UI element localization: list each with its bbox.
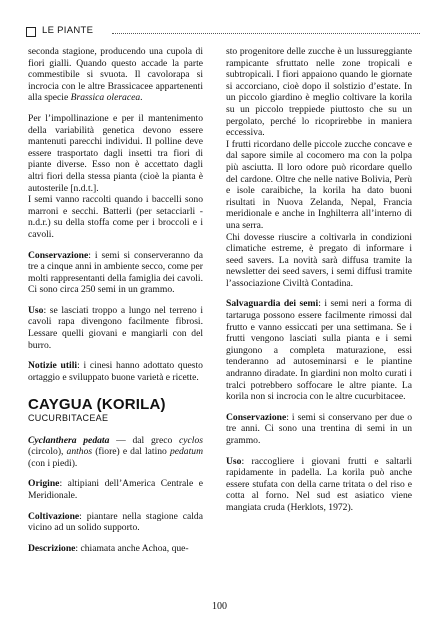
descrizione-paragraph: Descrizione: chiamata anche Achoa, que- [28, 542, 189, 554]
paragraph: Per l’impollinazione e per il mantenimento della variabilità genetica devono essere mantenuti parecchi individui. Il polline deve essere trasportato dagli insetti tra fiori di piante diverse. Esso non è accettato dagli altri fiori della stessa pianta (cioè la pianta è autosterile [n.d.t.]. [28, 112, 203, 194]
family-name: CUCURBITACEAE [28, 413, 109, 424]
notizie-paragraph: Notizie utili: i cinesi hanno adottato questo ortaggio e sviluppato buone varietà e ricette. [28, 360, 203, 383]
coltivazione-paragraph: Coltivazione: piantare nella stagione calda vicino ad un solido supporto. [28, 510, 203, 534]
left-column [28, 46, 203, 563]
paragraph: I semi vanno raccolti quando i baccelli sono marroni e secchi. Batterli (per setacciarli - n.d.r.) su della stoffa come per i broccoli e i cavoli. [28, 194, 203, 240]
paragraph: I frutti ricordano delle piccole zucche concave e dal sapore simile al cocomero ma con la polpa più asciutta. Il loro odore può ricordare quello del cardone. Oltre che nelle native Bolivia, Perù e isole caraibiche, la korila ha dato buoni risultati in Nuova Zelanda, Nepal, Francia meridionale e anche in Inghilterra all’interno di una serra. [226, 138, 412, 231]
salvaguardia-paragraph: Salvaguardia dei semi: i semi neri a forma di tartaruga possono essere facilmente rimossi dal frutto e vanno essiccati per una settimana. Se i frutti vengono lasciati sulla pianta e i semi giungono a completa maturazione, essi tenderanno ad autoseminarsi e le piantine andranno diradate. In giardini non molto curati i tralci potrebbero soffocare le altre piante. La korila non si incrocia con le altre cucurbitacee. [226, 298, 412, 403]
uso-paragraph: Uso: se lasciati troppo a lungo nel terreno i cavoli rapa divengono facilmente fibrosi. Lessare quelli giovani e mangiarli con del burro. [28, 304, 203, 351]
page-number: 100 [212, 601, 227, 612]
dotted-leader [112, 33, 420, 34]
section-title: LE PIANTE [42, 25, 94, 36]
running-header [26, 24, 420, 40]
right-column [226, 46, 412, 523]
etymology-paragraph: Cyclanthera pedata — dal greco cyclos (circolo), anthos (fiore) e dal latino pedatum (con i piedi). [28, 434, 203, 469]
checkbox-icon [26, 27, 36, 37]
uso-paragraph: Uso: raccogliere i giovani frutti e saltarli rapidamente in padella. La korila può anche essere stufata con della carne tritata o del riso e cotta al forno. Nel sud est asiatico viene mangiata cruda (Herklots, 1972). [226, 455, 412, 513]
origine-paragraph: Origine: altipiani dell’America Centrale e Meridionale. [28, 478, 203, 501]
conservazione-paragraph: Conservazione: i semi si conserveranno da tre a cinque anni in ambiente secco, come per molti rappresentanti della famiglia dei cavoli. Ci sono circa 250 semi in un grammo. [28, 249, 204, 296]
conservazione-paragraph: Conservazione: i semi si conservano per due o tre anni. Ci sono una trentina di semi in un grammo. [226, 411, 412, 446]
paragraph: sto progenitore delle zucche è un lussureggiante rampicante sfruttato nelle zone tropicali e subtropicali. I fiori appaiono quando le giornate si accorciano, cioè dopo il solstizio d’estate. In un piccolo giardino è meglio coltivare la korila su un piccolo treppiede piuttosto che su un pergolato, perché lo ricoprirebbe in maniera eccessiva. [226, 46, 412, 139]
paragraph: Chi dovesse riuscire a coltivarla in condizioni climatiche estreme, è pregato di informare i seed savers. La novità sarà diffusa tramite la newsletter dei seed savers, i semi diffusi tramite l’associazione Civiltà Contadina. [226, 231, 412, 289]
paragraph: seconda stagione, producendo una cupola di fiori gialli. Quando questo accade la parte commestibile si svuota. Il cavolorapa si incrocia con le altre Brassicacee appartenenti alla specie Brassica oleracea. [28, 46, 203, 104]
species-heading: CAYGUA (KORILA) [28, 396, 166, 414]
